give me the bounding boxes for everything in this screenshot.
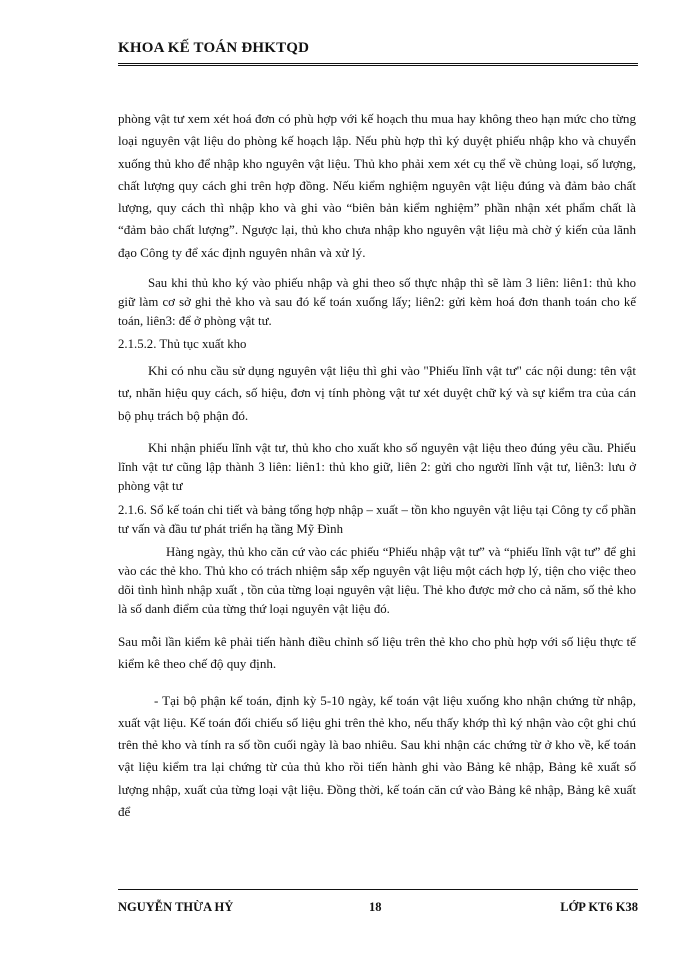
header-rule xyxy=(118,63,638,66)
page-header xyxy=(118,40,638,57)
paragraph-4: Khi nhận phiếu lĩnh vật tư, thủ kho cho xuất kho số nguyên vật liệu theo đúng yêu cầu. Phiếu lĩnh vật tư cũng lập thành 3 liên: liên1: thủ kho giữ, liên 2: gửi cho người lĩnh vật tư, liên3: lưu ở phòng vật tư xyxy=(118,440,636,493)
body-text xyxy=(118,108,636,823)
footer-author: NGUYỄN THỪA HỶ xyxy=(118,900,234,914)
footer-class: LỚP KT6 K38 xyxy=(560,900,638,914)
paragraph-2: Sau khi thủ kho ký vào phiếu nhập và ghi theo số thực nhập thì sẽ làm 3 liên: liên1: thủ kho giữ làm cơ sở ghi thẻ kho và sau đó kế toán xuống lấy; liên2: gửi kèm hoá đơn thanh toán cho kế toán, liên3: để ở phòng vật tư. xyxy=(118,276,636,329)
paragraph-1: phòng vật tư xem xét hoá đơn có phù hợp với kế hoạch thu mua hay không theo hạn mức cho từng loại nguyên vật liệu do phòng kế hoạch lập. Nếu phù hợp thì ký duyệt phiếu nhập kho và chuyển xuống thủ kho để nhập kho nguyên vật liệu. Thủ kho phải xem xét cụ thể về chủng loại, số lượng, chất lượng quy cách ghi trên hợp đồng. Nếu kiểm nghiệm nguyên vật liệu đúng và đảm bảo chất lượng, quy cách thì nhập kho và ghi vào “biên bản kiểm nghiệm” phần nhận xét phẩm chất là “đảm bảo chất lượng”. Ngược lại, thủ kho chưa nhập kho nguyên vật liệu mà chờ ý kiến của lãnh đạo Công ty để xác định nguyên nhân và xử lý. xyxy=(118,111,636,260)
paragraph-7: - Tại bộ phận kế toán, định kỳ 5-10 ngày, kế toán vật liệu xuống kho nhận chứng từ nhập, xuất vật liệu. Kế toán đối chiếu số liệu ghi trên thẻ kho, nếu thấy khớp thì ký nhận vào cột ghi chú trên thẻ kho và tính ra số tồn cuối ngày là bao nhiêu. Sau khi nhận các chứng từ ở kho về, kế toán vật liệu kiểm tra lại chứng từ của thủ kho rồi tiến hành ghi vào Bảng kê nhập, Bảng kê xuất số lượng nhập, xuất của từng loại vật liệu. Đồng thời, kế toán căn cứ vào Bảng kê nhập, Bảng kê xuất để xyxy=(118,692,636,820)
paragraph-6: Sau mỗi lần kiểm kê phải tiến hành điều chỉnh số liệu trên thẻ kho cho phù hợp với số liệu thực tế kiểm kê theo chế độ quy định. xyxy=(118,633,636,672)
paragraph-5: Hàng ngày, thủ kho căn cứ vào các phiếu “Phiếu nhập vật tư” và “phiếu lĩnh vật tư” để ghi vào các thẻ kho. Thủ kho có trách nhiệm sắp xếp nguyên vật liệu một cách hợp lý, tiện cho việc theo dõi tình hình nhập xuất , tồn của từng loại nguyên vật liệu. Thẻ kho được mở cho cả năm, số thẻ kho là số danh điểm của từng thứ loại nguyên vật liệu đó. xyxy=(118,544,636,616)
header-title: KHOA KẾ TOÁN ĐHKTQD xyxy=(118,40,310,56)
paragraph-3: Khi có nhu cầu sử dụng nguyên vật liệu thì ghi vào "Phiếu lĩnh vật tư" các nội dung: tên vật tư, nhãn hiệu quy cách, số hiệu, đơn vị tính phòng vật tư xét duyệt chữ ký và sự kiểm tra của cán bộ phụ trách bộ phận đó. xyxy=(118,363,636,423)
section-heading-2-1-5-2: 2.1.5.2. Thủ tục xuất kho xyxy=(118,337,247,352)
page-footer xyxy=(118,900,638,920)
page-number: 18 xyxy=(369,900,382,914)
section-heading-2-1-6: 2.1.6. Sổ kế toán chi tiết và bảng tổng hợp nhập – xuất – tồn kho nguyên vật liệu tại Công ty cổ phần tư vấn và đầu tư phát triển hạ tầng Mỹ Đình xyxy=(118,502,636,536)
footer-rule xyxy=(118,889,638,890)
